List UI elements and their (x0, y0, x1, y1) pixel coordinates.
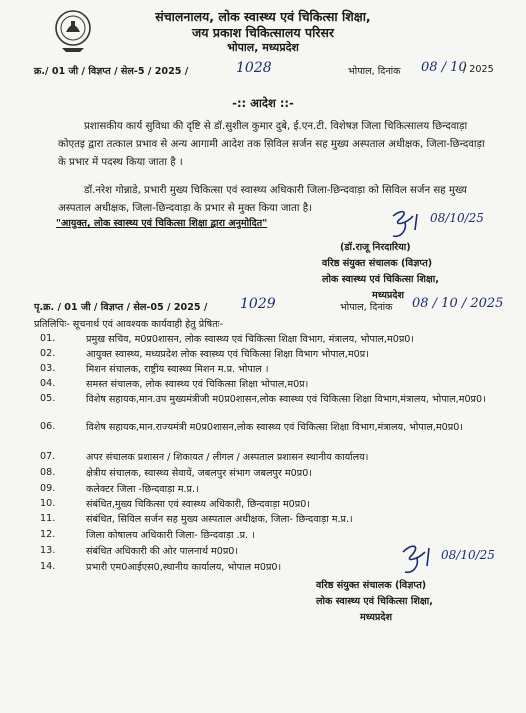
list-item-number: 08. (40, 467, 56, 478)
list-item-text: प्रमुख सचिव, म0प्र0शासन, लोक स्वास्थ्य एवं चिकित्सा शिक्षा विभाग, मंत्रालय, भोपाल,म0प्र0। (86, 334, 415, 345)
signatory-2-state: मध्यप्रदेश (360, 612, 392, 623)
list-item-number: 10. (40, 498, 56, 509)
copy-date-handwritten: 08 / 10 / 2025 (412, 296, 504, 311)
signatory-1-state: मध्यप्रदेश (372, 290, 404, 301)
order-date-handwritten: 08 / 10 (421, 60, 467, 75)
copy-reference-number: पृ.क्र. / 01 जी / विज्ञप्त / सेल-05 / 2025 / (34, 302, 208, 313)
list-item-number: 14. (40, 561, 56, 572)
signatory-1-designation: वरिष्ठ संयुक्त संचालक (विज्ञप्त) (322, 258, 433, 269)
office-city: भोपाल, मध्यप्रदेश (227, 41, 299, 54)
list-item-text: मिशन संचालक, राष्ट्रीय स्वास्थ्य मिशन म.प्र. भोपाल । (86, 364, 269, 375)
list-item-number: 04. (40, 378, 56, 389)
signatory-1-name: (डॉ.राजू निरदारिया) (340, 242, 411, 253)
order-paragraph-2: डॉ.नरेश गोन्नाडे, प्रभारी मुख्य चिकित्सा एवं स्वास्थ्य अधिकारी जिला-छिन्दवाड़ा को सिविल सर्जन सह मुख्य अस्पताल अधीक्षक, जिला-छिन्दवाड़ा के प्रभार से मुक्त किया जाता है। (58, 185, 467, 214)
list-item-number: 05. (40, 393, 56, 404)
order-reference-number: क्र./ 01 जी / विज्ञप्त / सेल-5 / 2025 / (34, 66, 189, 77)
list-item-text: क्षेत्रीय संचालक, स्वास्थ्य सेवायें, जबलपुर संभाग जबलपुर म0प्र0। (86, 468, 312, 479)
list-item-text: विशेष सहायक,मान.राज्यमंत्री म0प्र0शासन,लोक स्वास्थ्य एवं चिकित्सा शिक्षा विभाग,मंत्रालय, भोपाल,म0प्र0। (86, 422, 463, 433)
signature-2-date-handwritten: 08/10/25 (441, 548, 495, 562)
order-date-label: भोपाल, दिनांक (348, 66, 401, 77)
order-reference-handwritten: 1028 (236, 60, 272, 76)
list-item-number: 07. (40, 451, 56, 462)
list-item-number: 13. (40, 545, 56, 556)
list-item-number: 02. (40, 348, 56, 359)
list-item-number: 06. (40, 421, 56, 432)
office-name-line2: जय प्रकाश चिकित्सालय परिसर (191, 25, 335, 40)
order-paragraph-1: प्रशासकीय कार्य सुविधा की दृष्टि से डॉ.सुशील कुमार दुबे, ई.एन.टी. विशेषज्ञ जिला चिकित्सालय छिन्दवाड़ा कोएतइ द्वारा तत्काल प्रभाव से अन्य आगामी आदेश तक सिविल सर्जन सह मुख्य अस्पताल अधीक्षक, जिला-छिन्दवाड़ा के प्रभार में पदस्थ किया जाता है । (58, 121, 485, 168)
list-item-text: विशेष सहायक,मान.उप मुख्यमंत्रीजी म0प्र0शासन,लोक स्वास्थ्य एवं चिकित्सा शिक्षा विभाग,मंत्रालय, भोपाल,म0प्र0। (86, 394, 486, 405)
list-item-number: 09. (40, 483, 56, 494)
signatory-1-department: लोक स्वास्थ्य एवं चिकित्सा शिक्षा, (322, 274, 439, 285)
list-item-text: समस्त संचालक, लोक स्वास्थ्य एवं चिकित्सा शिक्षा भोपाल,म0प्र। (86, 379, 309, 390)
office-name-line1: संचालनालय, लोक स्वास्थ्य एवं चिकित्सा शिक्षा, (155, 9, 371, 24)
list-item-text: जिला कोषालय अधिकारी जिला- छिन्दवाड़ा .प्र. । (86, 530, 255, 541)
list-item-number: 12. (40, 529, 56, 540)
list-item-text: संबंधित, सिविल सर्जन सह मुख्य अस्पताल अधीक्षक, जिला- छिन्दवाड़ा म.प्र.। (86, 514, 353, 525)
copy-intro: प्रतिलिपिः- सूचनार्थ एवं आवश्यक कार्यवाही हेतु प्रेषितः- (34, 319, 224, 330)
list-item-number: 11. (40, 513, 56, 524)
list-item-number: 01. (40, 333, 56, 344)
signature-1-date-handwritten: 08/10/25 (430, 211, 484, 225)
copy-date-label: भोपाल, दिनांक (340, 302, 393, 313)
copy-reference-handwritten: 1029 (240, 296, 276, 312)
list-item-text: प्रभारी एम0आईएस0,स्थानीय कार्यालय, भोपाल म0प्र0। (86, 562, 282, 573)
list-item-text: कलेक्टर जिला -छिन्दवाड़ा म.प्र.। (86, 484, 199, 495)
list-item-text: संबंधित,मुख्य चिकित्सा एवं स्वास्थ्य अधिकारी, छिन्दवाड़ा म0प्र0। (86, 499, 310, 510)
order-title: -:: आदेश ::- (232, 96, 294, 110)
list-item-number: 03. (40, 363, 56, 374)
list-item-text: अपर संचालक प्रशासन / शिकायत / लीगल / अस्पताल प्रशासन स्थानीय कार्यालय। (86, 452, 369, 463)
signatory-2-department: लोक स्वास्थ्य एवं चिकित्सा शिक्षा, (316, 596, 433, 607)
list-item-text: संबंधित अधिकारी की ओर पालनार्थ म0प्र0। (86, 546, 239, 557)
list-item-text: आयुक्त स्वास्थ्य, मध्यप्रदेश लोक स्वास्थ्य एवं चिकित्सा शिक्षा विभाग भोपाल,म0प्र। (86, 349, 369, 360)
signatory-2-designation: वरिष्ठ संयुक्त संचालक (विज्ञप्त) (316, 580, 427, 591)
approval-note: "आयुक्त, लोक स्वास्थ्य एवं चिकित्सा शिक्षा द्वारा अनुमोदित" (56, 218, 268, 229)
order-date-year: / 2025 (463, 64, 494, 75)
